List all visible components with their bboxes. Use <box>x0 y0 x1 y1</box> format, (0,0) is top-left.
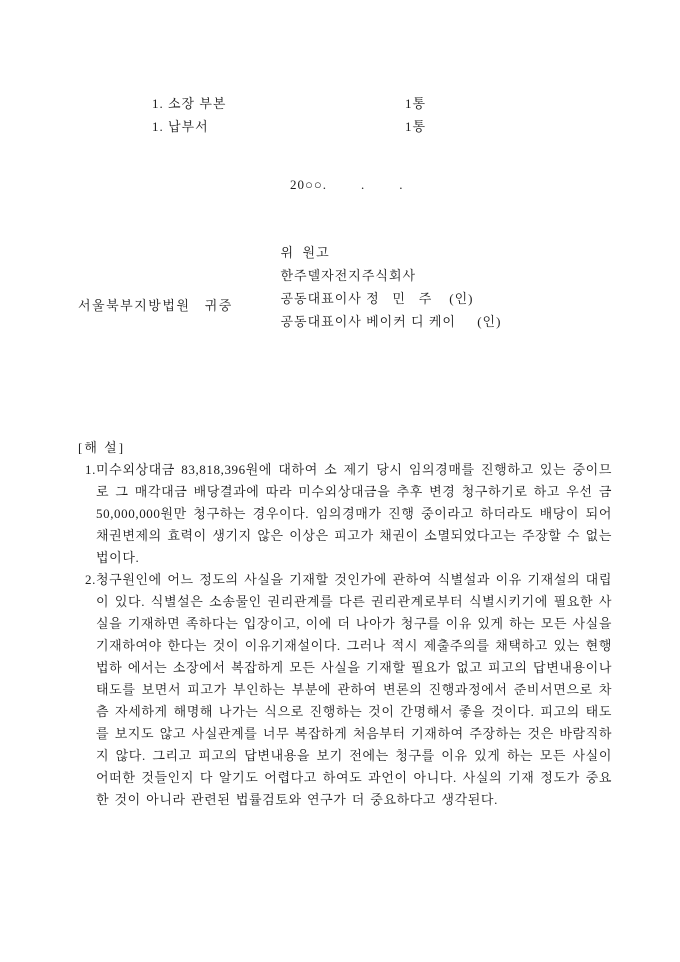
plaintiff-company: 한주델자전지주식회사 <box>280 268 417 283</box>
representative-name: 공동대표이사 베이커 디 케이 (인) <box>280 314 502 329</box>
item-text: 청구원인에 어느 정도의 사실을 기재할 것인가에 관하여 식별설과 이유 기재설의 대립이 있다. 식별설은 소송물인 권리관계를 다른 권리관계로부터 식별시키기에 필요한 사실을 기재하면 족하다는 입장이고, 이에 더 나아가 청구를 이유 있게 하는 모든 사실을 기재하여야 한다는 것이 이유기재설이다. 그러나 적시 제출주의를 채택하고 있는 현행법하 에서는 소장에서 복잡하게 모든 사실을 기재할 필요가 없고 피고의 답변내용이나 태도를 보면서 피고가 부인하는 부분에 관하여 변론의 진행과정에서 준비서면으로 차츰 자세하게 해명해 나가는 식으로 진행하는 것이 간명해서 좋을 것이다. 피고의 태도를 보지도 않고 사실관계를 너무 복잡하게 처음부터 기재하여 주장하는 것은 바람직하지 않다. 그리고 피고의 답변내용을 보기 전에는 청구를 이유 있게 하는 모든 사실이 어떠한 것들인지 다 알기도 어렵다고 하여도 과언이 아니다. 사실의 기재 정도가 중요한 것이 아니라 관련된 법률검토와 연구가 더 중요하다고 생각된다. <box>96 572 612 807</box>
commentary-item <box>78 569 612 811</box>
attachment-label: 1. 납부서 <box>152 119 209 134</box>
court-address: 서울북부지방법원 귀중 <box>78 298 233 313</box>
attachment-label: 1. 소장 부본 <box>152 96 227 111</box>
plaintiff-prefix: 위 원고 <box>280 245 330 260</box>
attachment-list <box>152 92 472 138</box>
signature-block <box>255 218 502 329</box>
document-date: 20○○. . . <box>290 177 404 192</box>
commentary-heading: [해 설] <box>78 440 126 455</box>
attachment-row <box>152 115 472 138</box>
commentary-item <box>78 459 612 569</box>
item-number: 1. <box>85 462 96 477</box>
attachment-count: 1통 <box>405 119 427 134</box>
attachment-row <box>152 92 472 115</box>
item-number: 2. <box>85 572 96 587</box>
item-text: 미수외상대금 83,818,396원에 대하여 소 제기 당시 임의경매를 진행하고 있는 중이므로 그 매각대금 배당결과에 따라 미수외상대금을 추후 변경 청구하기로 하고 우선 금 50,000,000원만 청구하는 경우이다. 임의경매가 진행 중이라고 하더라도 배당이 되어 채권변제의 효력이 생기지 않은 이상은 피고가 채권이 소멸되었다고는 주장할 수 없는 법이다. <box>96 462 612 565</box>
attachment-count: 1통 <box>405 96 427 111</box>
representative-name: 공동대표이사 정 민 주 (인) <box>280 291 474 306</box>
commentary-section <box>78 437 612 811</box>
plaintiff-line <box>255 218 501 283</box>
